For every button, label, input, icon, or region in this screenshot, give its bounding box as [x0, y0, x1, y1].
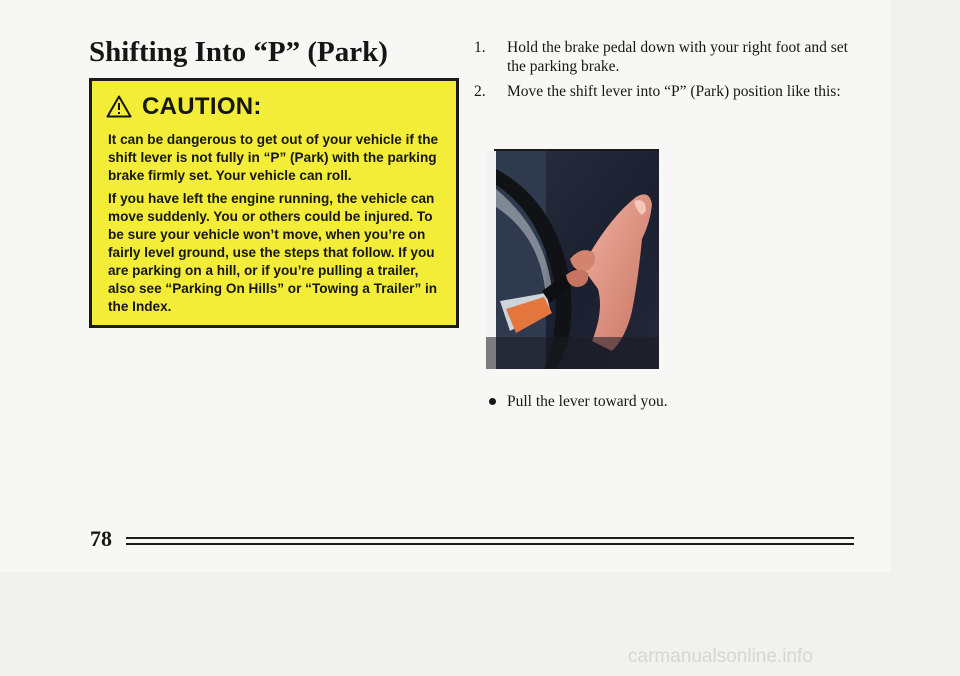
warning-triangle-icon — [106, 95, 132, 118]
bullet-item — [507, 392, 668, 411]
footer-rule-bottom — [126, 543, 854, 545]
shift-lever-photo — [486, 141, 659, 369]
step-text: Move the shift lever into “P” (Park) position like this: — [507, 83, 841, 100]
page-number: 78 — [90, 526, 112, 551]
step-text: Hold the brake pedal down with your right foot and set the parking brake. — [507, 39, 848, 75]
caution-box — [89, 78, 459, 328]
bullet-text: Pull the lever toward you. — [507, 393, 668, 410]
page-title: Shifting Into “P” (Park) — [89, 36, 388, 68]
caution-paragraph-1: It can be dangerous to get out of your vehicle if the shift lever is not fully in “P” (Park) with the parking brake firmly set. Your vehicle can roll. — [108, 132, 439, 183]
step-number: 1. — [474, 39, 486, 56]
caution-heading: CAUTION: — [142, 93, 262, 120]
step-number: 2. — [474, 83, 486, 100]
caution-paragraph-2: If you have left the engine running, the vehicle can move suddenly. You or others could be injured. To be sure your vehicle won’t move, when you’re on fairly level ground, use the steps that follow. If you are parking on a hill, or if you’re pulling a trailer, also see “Parking On Hills” or “Towing a Trailer” in the Index. — [108, 191, 438, 314]
bullet-icon — [489, 398, 496, 405]
watermark: carmanualsonline.info — [628, 646, 813, 667]
footer-rule-top — [126, 537, 854, 539]
